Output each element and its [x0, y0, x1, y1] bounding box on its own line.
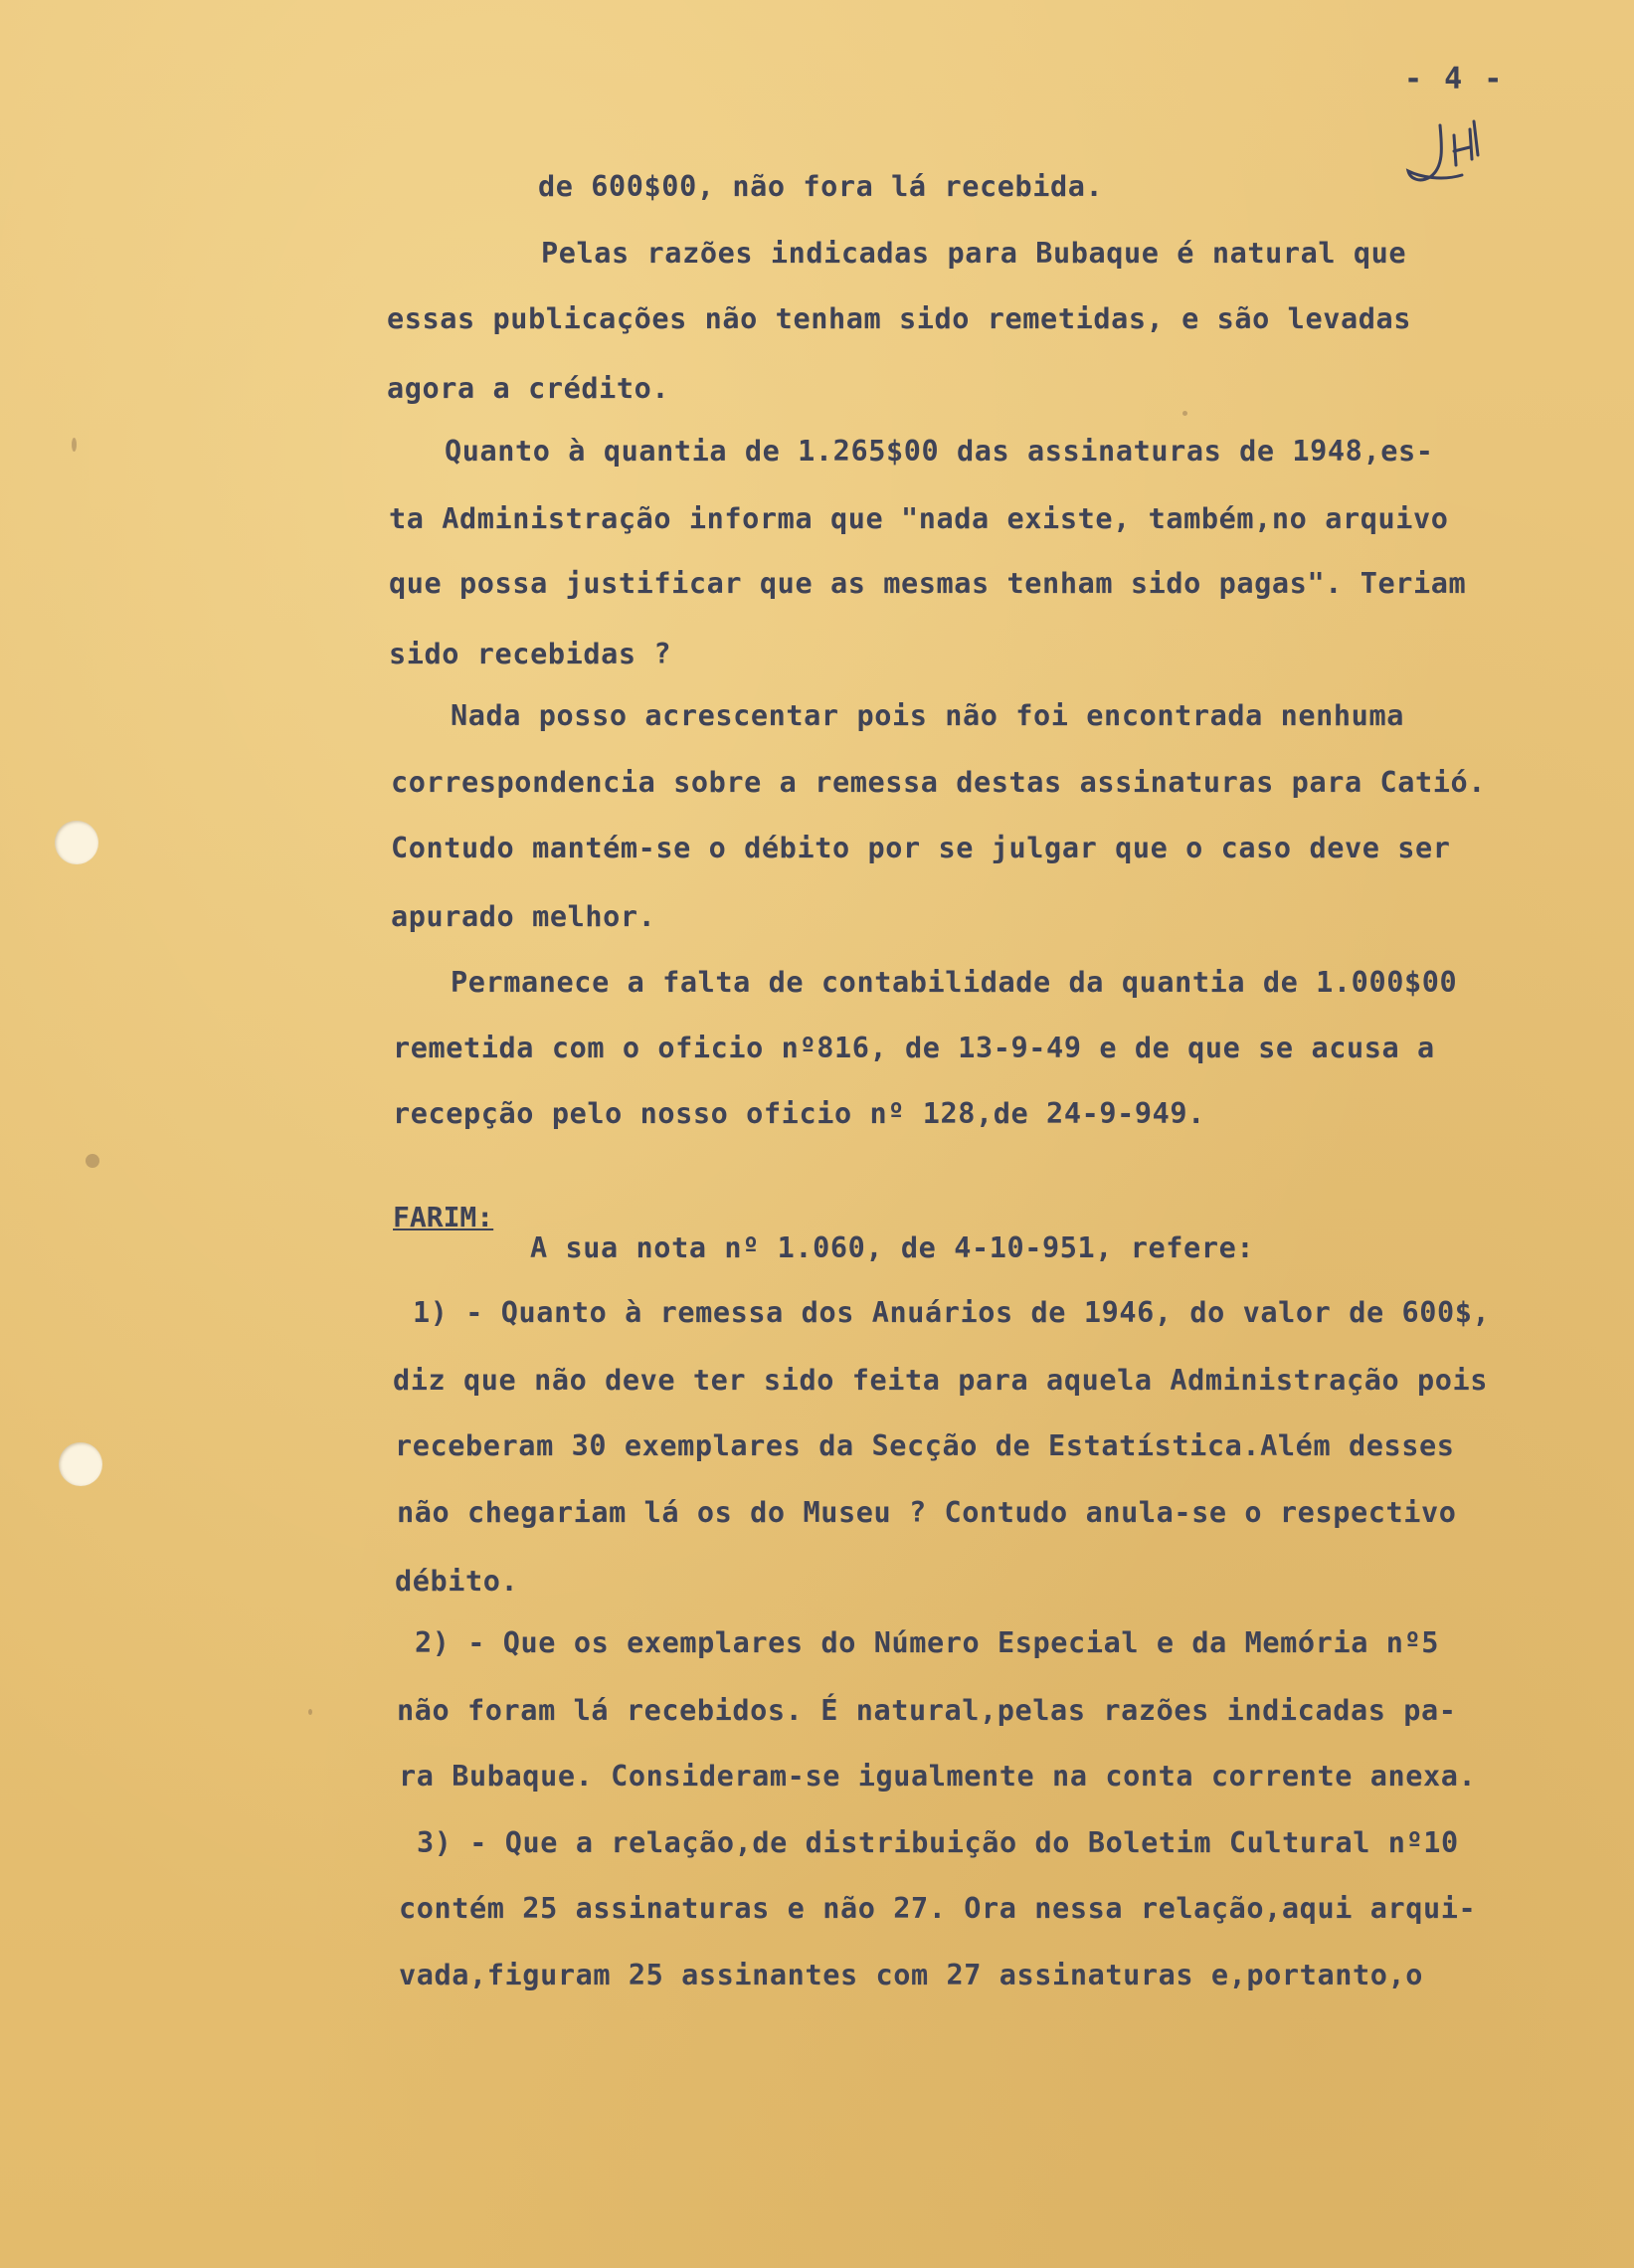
paper-speck — [72, 438, 77, 452]
text-line: Nada posso acrescentar pois não foi encontrada nenhuma — [451, 699, 1404, 732]
paper-speck — [86, 1154, 99, 1168]
text-line: A sua nota nº 1.060, de 4-10-951, refere: — [530, 1231, 1255, 1264]
text-line: ta Administração informa que "nada existe, também,no arquivo — [389, 502, 1449, 535]
text-line: não foram lá recebidos. É natural,pelas razões indicadas pa- — [397, 1694, 1457, 1727]
text-line: apurado melhor. — [391, 900, 656, 933]
text-line: de 600$00, não fora lá recebida. — [538, 170, 1104, 203]
paper-speck — [308, 1709, 312, 1715]
text-line: vada,figuram 25 assinantes com 27 assinaturas e,portanto,o — [399, 1959, 1423, 1991]
text-line: correspondencia sobre a remessa destas assinaturas para Catió. — [391, 766, 1487, 799]
paper-speck — [1182, 411, 1187, 416]
text-line: receberam 30 exemplares da Secção de Estatística.Além desses — [395, 1429, 1455, 1462]
text-line: não chegariam lá os do Museu ? Contudo anula-se o respectivo — [397, 1496, 1457, 1529]
text-line: recepção pelo nosso oficio nº 128,de 24-9-949. — [393, 1097, 1205, 1130]
text-line: diz que não deve ter sido feita para aquela Administração pois — [393, 1364, 1489, 1397]
text-line: contém 25 assinaturas e não 27. Ora nessa relação,aqui arqui- — [399, 1892, 1477, 1925]
text-line: remetida com o oficio nº816, de 13-9-49 e de que se acusa a — [393, 1032, 1435, 1064]
text-line: 3) - Que a relação,de distribuição do Boletim Cultural nº10 — [417, 1826, 1459, 1859]
text-line: ra Bubaque. Consideram-se igualmente na conta corrente anexa. — [399, 1760, 1477, 1793]
text-line: essas publicações não tenham sido remetidas, e são levadas — [387, 302, 1411, 335]
page-number: - 4 - — [1404, 62, 1505, 96]
text-line: que possa justificar que as mesmas tenham sido pagas". Teriam — [389, 567, 1467, 600]
text-line: Contudo mantém-se o débito por se julgar que o caso deve ser — [391, 832, 1451, 864]
punch-hole-top — [55, 821, 98, 864]
punch-hole-bottom — [59, 1442, 102, 1486]
text-line: débito. — [395, 1565, 519, 1598]
initials-signature — [1402, 107, 1502, 197]
text-line: 1) - Quanto à remessa dos Anuários de 1946, do valor de 600$, — [413, 1296, 1491, 1329]
text-line: agora a crédito. — [387, 372, 670, 405]
text-line: sido recebidas ? — [389, 638, 672, 670]
text-line: Pelas razões indicadas para Bubaque é natural que — [541, 237, 1407, 270]
section-heading: FARIM: — [393, 1201, 494, 1233]
text-line: Permanece a falta de contabilidade da quantia de 1.000$00 — [451, 966, 1458, 999]
text-line: Quanto à quantia de 1.265$00 das assinaturas de 1948,es- — [445, 435, 1434, 468]
text-line: 2) - Que os exemplares do Número Especial e da Memória nº5 — [415, 1626, 1439, 1659]
